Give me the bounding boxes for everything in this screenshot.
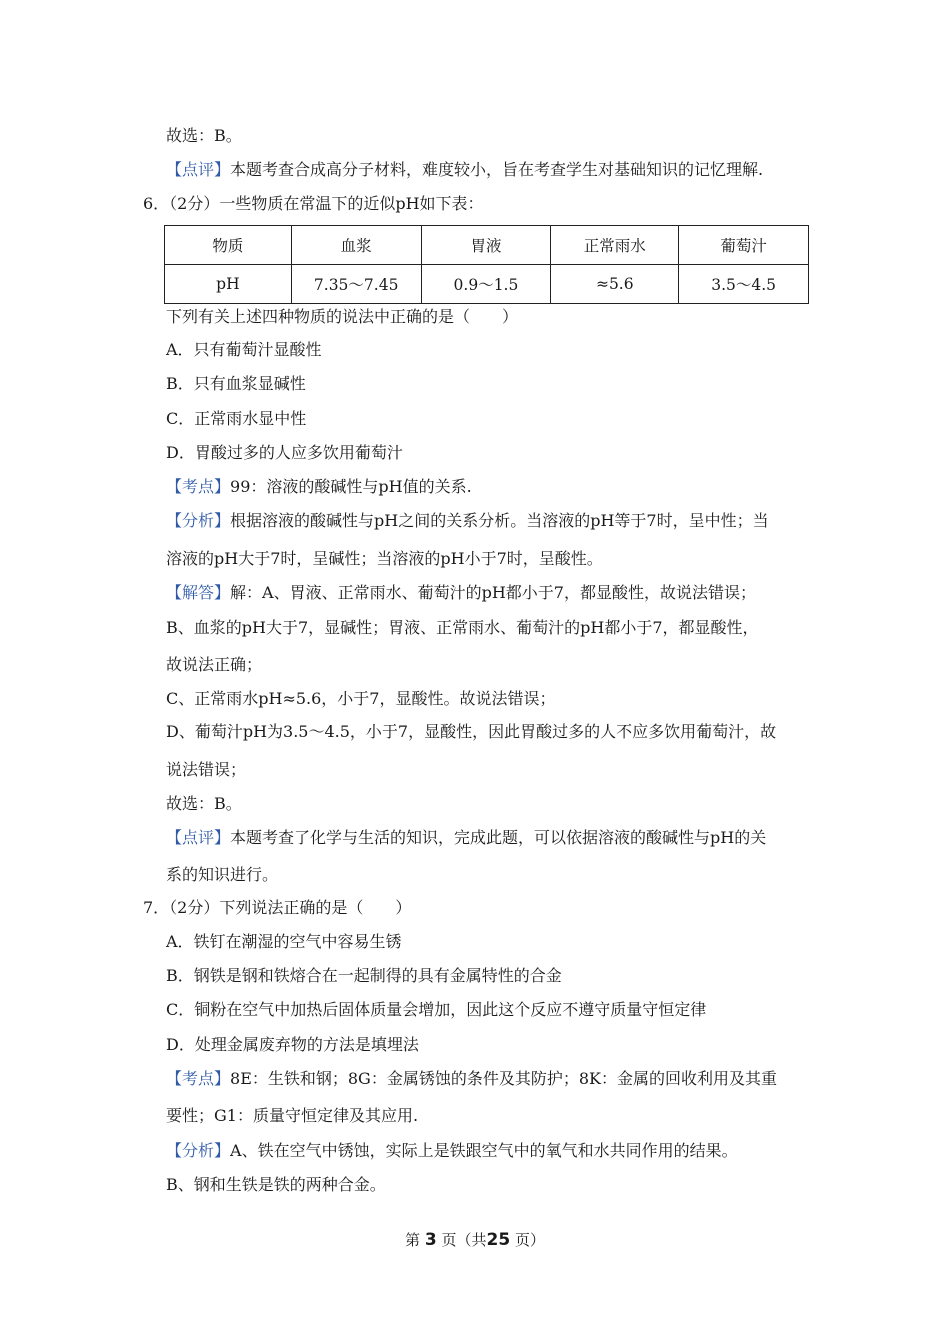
option-d: D．胃酸过多的人应多饮用葡萄汁 xyxy=(166,443,403,462)
fenxi-line xyxy=(166,510,769,532)
table-cell: 0.9～1.5 xyxy=(421,265,551,304)
jieda-text: 解：A、胃液、正常雨水、葡萄汁的pH都小于7，都显酸性，故说法错误； xyxy=(230,583,756,602)
jieda-line: B、血浆的pH大于7，显碱性；胃液、正常雨水、葡萄汁的pH都小于7，都显酸性， xyxy=(166,618,759,637)
footer-suffix: 页） xyxy=(514,1231,545,1249)
footer-prefix: 第 xyxy=(405,1231,421,1249)
kaodian-line: 要性；G1：质量守恒定律及其应用. xyxy=(166,1106,419,1125)
fenxi-tag: 【分析】 xyxy=(166,1141,231,1160)
jieda-line: C、正常雨水pH≈5.6，小于7，显酸性。故说法错误； xyxy=(166,689,556,708)
table-cell: ≈5.6 xyxy=(551,265,679,304)
question-7-stem: 7．（2分）下列说法正确的是（ ） xyxy=(143,898,412,917)
kaodian-tag: 【考点】 xyxy=(166,1069,231,1088)
total-pages: 25 xyxy=(486,1230,511,1250)
table-cell: 葡萄汁 xyxy=(679,226,809,265)
table-header-row xyxy=(165,226,809,265)
fenxi-text: A、铁在空气中锈蚀，实际上是铁跟空气中的氧气和水共同作用的结果。 xyxy=(230,1141,738,1160)
fenxi-line xyxy=(166,1140,738,1162)
option-c: C．铜粉在空气中加热后固体质量会增加，因此这个反应不遵守质量守恒定律 xyxy=(166,1000,707,1019)
comment-text: 本题考查合成高分子材料，难度较小，旨在考查学生对基础知识的记忆理解. xyxy=(230,160,764,179)
option-b: B．只有血浆显碱性 xyxy=(166,374,306,393)
question-6-prompt: 下列有关上述四种物质的说法中正确的是（ ） xyxy=(166,307,519,326)
kaodian-text: 8E：生铁和钢；8G：金属锈蚀的条件及其防护；8K：金属的回收利用及其重 xyxy=(230,1069,777,1088)
page-footer xyxy=(0,1229,950,1251)
conclusion-line: 故选：B。 xyxy=(166,794,242,813)
table-cell: pH xyxy=(165,265,292,304)
page-number: 3 xyxy=(424,1230,437,1250)
question-6-stem: 6．（2分）一些物质在常温下的近似pH如下表： xyxy=(143,194,484,213)
option-b: B．钢铁是钢和铁熔合在一起制得的具有金属特性的合金 xyxy=(166,966,562,985)
kaodian-text: 99：溶液的酸碱性与pH值的关系. xyxy=(230,477,472,496)
comment-line: 系的知识进行。 xyxy=(166,865,279,884)
option-a: A．铁钉在潮湿的空气中容易生锈 xyxy=(166,932,402,951)
comment-line xyxy=(166,827,766,849)
option-a: A．只有葡萄汁显酸性 xyxy=(166,340,322,359)
comment-line xyxy=(166,159,763,181)
option-d: D．处理金属废弃物的方法是填埋法 xyxy=(166,1035,419,1054)
conclusion-line: 故选：B。 xyxy=(166,126,242,145)
comment-tag: 【点评】 xyxy=(166,828,231,847)
jieda-tag: 【解答】 xyxy=(166,583,231,602)
fenxi-line: 溶液的pH大于7时，呈碱性；当溶液的pH小于7时，呈酸性。 xyxy=(166,549,603,568)
table-cell: 3.5～4.5 xyxy=(679,265,809,304)
table-cell: 血浆 xyxy=(291,226,421,265)
option-c: C．正常雨水显中性 xyxy=(166,409,307,428)
table-cell: 物质 xyxy=(165,226,292,265)
jieda-line xyxy=(166,582,756,604)
jieda-line: D、葡萄汁pH为3.5～4.5，小于7，显酸性，因此胃酸过多的人不应多饮用葡萄汁，故 xyxy=(166,722,777,741)
kaodian-line xyxy=(166,476,472,498)
fenxi-text: 根据溶液的酸碱性与pH之间的关系分析。当溶液的pH等于7时，呈中性；当 xyxy=(230,511,769,530)
comment-tag: 【点评】 xyxy=(166,160,231,179)
table-cell: 正常雨水 xyxy=(551,226,679,265)
table-cell: 胃液 xyxy=(421,226,551,265)
fenxi-tag: 【分析】 xyxy=(166,511,231,530)
table-row xyxy=(165,265,809,304)
footer-mid: 页（共 xyxy=(441,1231,487,1249)
jieda-line: 故说法正确； xyxy=(166,655,263,674)
fenxi-line: B、钢和生铁是铁的两种合金。 xyxy=(166,1175,386,1194)
kaodian-tag: 【考点】 xyxy=(166,477,231,496)
comment-text: 本题考查了化学与生活的知识，完成此题，可以依据溶液的酸碱性与pH的关 xyxy=(230,828,767,847)
table-cell: 7.35～7.45 xyxy=(291,265,421,304)
kaodian-line xyxy=(166,1068,777,1090)
ph-table xyxy=(164,225,809,304)
jieda-line: 说法错误； xyxy=(166,760,247,779)
